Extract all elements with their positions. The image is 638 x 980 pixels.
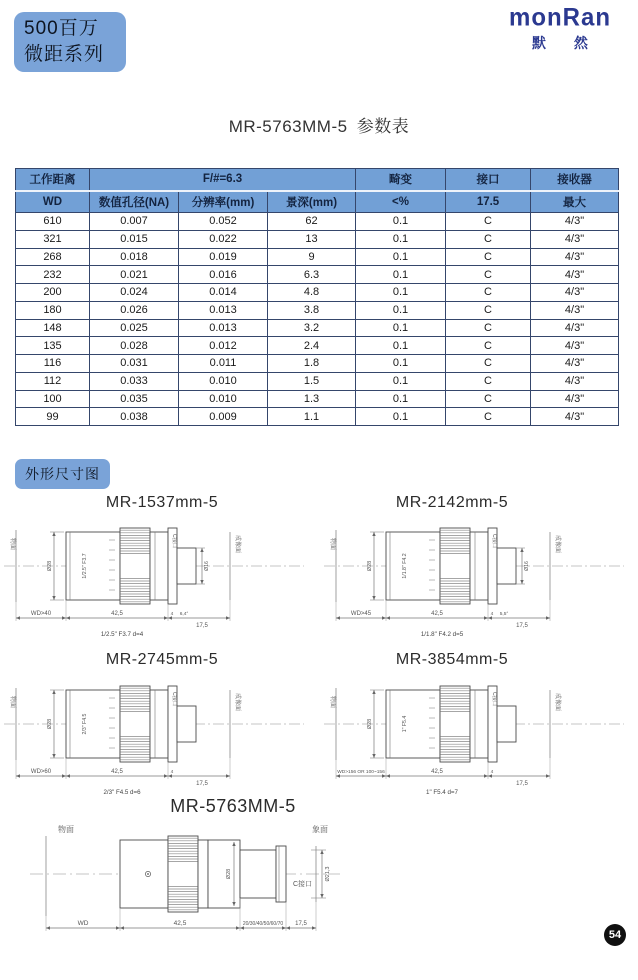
table-cell: 0.038 <box>90 408 179 426</box>
table-cell: 4/3" <box>531 266 619 284</box>
svg-text:物面: 物面 <box>329 537 335 551</box>
lens-diagram-mr-2142 <box>322 514 638 640</box>
svg-text:4: 4 <box>490 612 494 617</box>
svg-text:Ø28: Ø28 <box>367 718 373 730</box>
svg-text:WD>40: WD>40 <box>30 611 52 617</box>
col-subheader-dof: 景深(mm) <box>268 191 356 213</box>
table-cell: 62 <box>268 213 356 231</box>
table-row <box>16 390 619 408</box>
svg-text:Ø16: Ø16 <box>204 561 210 571</box>
table-cell: C <box>446 337 531 355</box>
table-cell: 0.010 <box>179 372 268 390</box>
table-cell: 0.018 <box>90 248 179 266</box>
svg-text:4: 4 <box>170 770 174 775</box>
table-cell: 0.1 <box>356 372 446 390</box>
table-cell: 6.3 <box>268 266 356 284</box>
table-cell: 0.1 <box>356 408 446 426</box>
svg-text:成像面: 成像面 <box>234 692 240 712</box>
table-cell: 4/3" <box>531 372 619 390</box>
table-cell: C <box>446 213 531 231</box>
svg-text:C接口: C接口 <box>491 691 497 707</box>
table-cell: 100 <box>16 390 90 408</box>
table-cell: 0.1 <box>356 248 446 266</box>
svg-text:Ø28: Ø28 <box>226 868 232 880</box>
table-cell: C <box>446 301 531 319</box>
table-row <box>16 248 619 266</box>
svg-text:17,5: 17,5 <box>295 921 307 927</box>
lens-diagram-mr-5763 <box>8 816 353 946</box>
diagram-title-mr-5763: MR-5763MM-5 <box>170 796 296 816</box>
svg-text:物面: 物面 <box>58 825 74 834</box>
col-header-receiver: 接收器 <box>531 169 619 191</box>
svg-text:Ø16: Ø16 <box>524 561 530 571</box>
svg-text:17,5: 17,5 <box>516 781 528 787</box>
table-cell: 0.026 <box>90 301 179 319</box>
diagram-title-mr-2745: MR-2745mm-5 <box>105 651 219 668</box>
svg-text:WD>60: WD>60 <box>30 769 52 775</box>
svg-text:WD>156 OR 100~156: WD>156 OR 100~156 <box>337 770 385 775</box>
svg-text:4: 4 <box>490 770 494 775</box>
table-cell: C <box>446 248 531 266</box>
col-header-working-distance: 工作距离 <box>16 169 90 191</box>
svg-text:C接口: C接口 <box>171 691 177 707</box>
svg-text:1" F5.4 d=7: 1" F5.4 d=7 <box>426 789 458 796</box>
table-cell: 0.013 <box>179 301 268 319</box>
table-cell: 1.8 <box>268 355 356 373</box>
table-cell: 0.015 <box>90 230 179 248</box>
table-cell: 148 <box>16 319 90 337</box>
table-row <box>16 301 619 319</box>
svg-text:C接口: C接口 <box>491 533 497 549</box>
table-cell: 0.014 <box>179 284 268 302</box>
table-row <box>16 230 619 248</box>
table-cell: 4/3" <box>531 337 619 355</box>
col-subheader-na: 数值孔径(NA) <box>90 191 179 213</box>
lens-diagram-mr-2745 <box>2 672 318 798</box>
page-number-badge: 54 <box>604 924 626 946</box>
svg-text:物面: 物面 <box>9 537 15 551</box>
table-cell: 3.2 <box>268 319 356 337</box>
table-cell: 4/3" <box>531 390 619 408</box>
col-subheader-max: 最大 <box>531 191 619 213</box>
svg-text:42,5: 42,5 <box>111 611 123 617</box>
lens-diagram-mr-3854 <box>322 672 638 798</box>
col-subheader-resolution: 分辨率(mm) <box>179 191 268 213</box>
table-cell: 0.1 <box>356 390 446 408</box>
svg-text:5,5°: 5,5° <box>499 612 509 617</box>
logo-cjk-text: 默 然 <box>532 35 600 51</box>
table-cell: 13 <box>268 230 356 248</box>
table-row <box>16 213 619 231</box>
col-header-interface: 接口 <box>446 169 531 191</box>
svg-text:2/3" F4.5 d=6: 2/3" F4.5 d=6 <box>103 789 141 796</box>
table-row <box>16 337 619 355</box>
svg-text:成像面: 成像面 <box>554 534 560 554</box>
lens-diagram-mr-1537 <box>2 514 318 640</box>
diagram-title-mr-2142: MR-2142mm-5 <box>395 494 509 511</box>
table-header-row-2 <box>16 191 619 213</box>
svg-text:42,5: 42,5 <box>173 920 187 927</box>
table-cell: 4/3" <box>531 319 619 337</box>
svg-text:2/3" F4.5: 2/3" F4.5 <box>82 713 88 735</box>
col-subheader-wd: WD <box>16 191 90 213</box>
series-badge-line2: 微距系列 <box>24 44 105 65</box>
svg-text:Ø21,3: Ø21,3 <box>325 866 331 882</box>
table-cell: 1.1 <box>268 408 356 426</box>
table-cell: 4/3" <box>531 213 619 231</box>
table-cell: 0.033 <box>90 372 179 390</box>
svg-text:42,5: 42,5 <box>431 769 443 775</box>
svg-text:象面: 象面 <box>312 825 328 834</box>
series-badge-line1: 500百万 <box>24 18 99 39</box>
diagram-title-mr-1537: MR-1537mm-5 <box>105 494 219 511</box>
svg-text:1" F5.4: 1" F5.4 <box>402 715 408 733</box>
svg-text:6,4°: 6,4° <box>179 612 189 617</box>
table-cell: 0.035 <box>90 390 179 408</box>
table-cell: 0.1 <box>356 337 446 355</box>
table-cell: 200 <box>16 284 90 302</box>
table-cell: 232 <box>16 266 90 284</box>
col-header-distortion: 畸变 <box>356 169 446 191</box>
col-subheader-flange: 17.5 <box>446 191 531 213</box>
logo-wordmark: monRan <box>509 3 611 32</box>
svg-text:C接口: C接口 <box>171 533 177 549</box>
svg-text:1/2.5" F3.7: 1/2.5" F3.7 <box>82 553 88 579</box>
svg-text:17,5: 17,5 <box>196 781 208 787</box>
section-badge-dimensions: 外形尺寸图 <box>15 459 110 489</box>
table-cell: 610 <box>16 213 90 231</box>
table-header-row-1 <box>16 169 619 191</box>
table-cell: 0.028 <box>90 337 179 355</box>
table-cell: 9 <box>268 248 356 266</box>
svg-text:C接口: C接口 <box>293 881 313 888</box>
table-row <box>16 408 619 426</box>
svg-text:Ø28: Ø28 <box>47 718 53 730</box>
svg-text:17,5: 17,5 <box>196 623 208 629</box>
table-cell: 135 <box>16 337 90 355</box>
table-cell: 0.1 <box>356 266 446 284</box>
spec-table <box>15 168 619 426</box>
table-cell: C <box>446 372 531 390</box>
table-cell: 0.011 <box>179 355 268 373</box>
svg-text:42,5: 42,5 <box>111 769 123 775</box>
table-cell: 0.1 <box>356 355 446 373</box>
table-cell: 0.052 <box>179 213 268 231</box>
table-cell: 0.016 <box>179 266 268 284</box>
table-cell: 4/3" <box>531 248 619 266</box>
table-cell: 0.025 <box>90 319 179 337</box>
svg-text:17,5: 17,5 <box>516 623 528 629</box>
svg-text:Ø28: Ø28 <box>47 560 53 572</box>
table-cell: 1.5 <box>268 372 356 390</box>
table-row <box>16 319 619 337</box>
svg-text:物面: 物面 <box>329 695 335 709</box>
table-cell: 1.3 <box>268 390 356 408</box>
table-cell: 0.024 <box>90 284 179 302</box>
table-cell: 3.8 <box>268 301 356 319</box>
spec-table-body <box>16 213 619 426</box>
table-cell: 0.1 <box>356 213 446 231</box>
table-cell: C <box>446 408 531 426</box>
svg-text:1/1.8" F4.2 d=5: 1/1.8" F4.2 d=5 <box>420 631 464 638</box>
table-cell: C <box>446 390 531 408</box>
table-cell: 0.009 <box>179 408 268 426</box>
svg-text:成像面: 成像面 <box>554 692 560 712</box>
table-cell: C <box>446 355 531 373</box>
page-title: MR-5763MM-5 参数表 <box>228 117 410 136</box>
col-header-fnumber: F/#=6.3 <box>90 169 356 191</box>
table-cell: 0.021 <box>90 266 179 284</box>
table-cell: 0.010 <box>179 390 268 408</box>
svg-text:WD>45: WD>45 <box>350 611 372 617</box>
table-cell: 116 <box>16 355 90 373</box>
table-row <box>16 266 619 284</box>
table-cell: 0.1 <box>356 301 446 319</box>
table-cell: 4/3" <box>531 230 619 248</box>
svg-text:42,5: 42,5 <box>431 611 443 617</box>
svg-text:物面: 物面 <box>9 695 15 709</box>
table-cell: 0.1 <box>356 284 446 302</box>
svg-text:4: 4 <box>170 612 174 617</box>
table-cell: 4.8 <box>268 284 356 302</box>
table-row <box>16 355 619 373</box>
table-cell: 4/3" <box>531 355 619 373</box>
table-cell: 4/3" <box>531 301 619 319</box>
brand-logo <box>490 4 630 53</box>
svg-text:成像面: 成像面 <box>234 534 240 554</box>
table-cell: C <box>446 284 531 302</box>
table-cell: 0.007 <box>90 213 179 231</box>
table-cell: 99 <box>16 408 90 426</box>
svg-text:20/30/40/50/60/70: 20/30/40/50/60/70 <box>242 921 284 927</box>
table-cell: 0.1 <box>356 319 446 337</box>
table-cell: 0.012 <box>179 337 268 355</box>
svg-text:1/1.8" F4.2: 1/1.8" F4.2 <box>402 553 408 579</box>
table-cell: 4/3" <box>531 284 619 302</box>
table-cell: 112 <box>16 372 90 390</box>
table-cell: C <box>446 266 531 284</box>
table-cell: 4/3" <box>531 408 619 426</box>
table-cell: 0.022 <box>179 230 268 248</box>
table-cell: 0.031 <box>90 355 179 373</box>
table-row <box>16 284 619 302</box>
diagram-title-mr-3854: MR-3854mm-5 <box>395 651 509 668</box>
table-cell: 321 <box>16 230 90 248</box>
table-cell: 0.013 <box>179 319 268 337</box>
table-cell: 268 <box>16 248 90 266</box>
col-subheader-distortion-pct: <% <box>356 191 446 213</box>
table-cell: 180 <box>16 301 90 319</box>
table-cell: 0.019 <box>179 248 268 266</box>
svg-text:Ø28: Ø28 <box>367 560 373 572</box>
svg-text:1/2.5" F3.7 d=4: 1/2.5" F3.7 d=4 <box>100 631 144 638</box>
table-cell: 2.4 <box>268 337 356 355</box>
table-cell: 0.1 <box>356 230 446 248</box>
table-cell: C <box>446 319 531 337</box>
table-cell: C <box>446 230 531 248</box>
series-badge <box>14 12 126 72</box>
table-row <box>16 372 619 390</box>
svg-text:WD: WD <box>77 920 89 927</box>
